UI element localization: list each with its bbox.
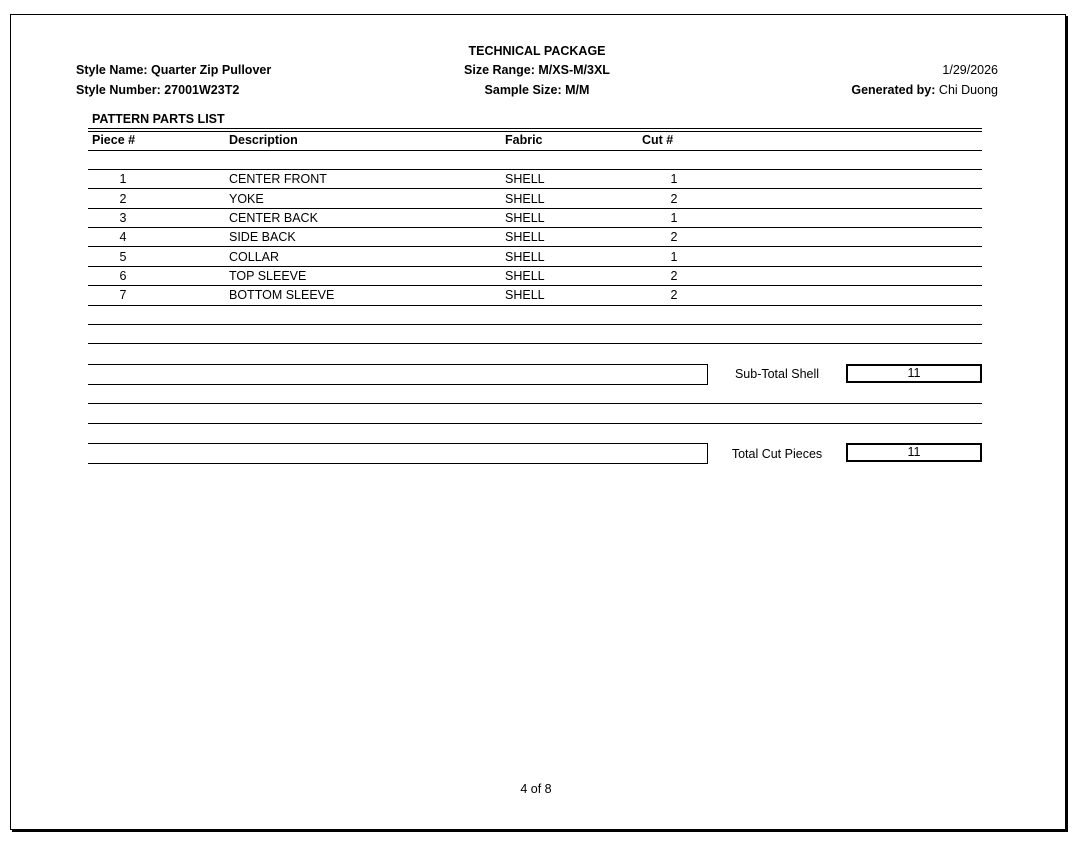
piece-cut: 2 <box>670 230 678 244</box>
column-header-piece: Piece # <box>92 133 136 147</box>
piece-fabric: SHELL <box>505 230 545 244</box>
piece-cut: 2 <box>670 288 678 302</box>
divider <box>88 169 982 170</box>
column-header-cut: Cut # <box>642 133 674 147</box>
generated-by-value: Chi Duong <box>938 83 998 97</box>
size-range-label: Size Range: <box>464 63 535 77</box>
piece-cut: 2 <box>670 269 678 283</box>
piece-number: 2 <box>119 192 127 206</box>
divider <box>88 150 982 151</box>
style-number <box>76 82 239 98</box>
style-number-value: 27001W23T2 <box>164 83 240 97</box>
piece-number: 6 <box>119 269 127 283</box>
piece-fabric: SHELL <box>505 288 545 302</box>
piece-number: 7 <box>119 288 127 302</box>
divider <box>88 364 707 365</box>
column-header-description: Description <box>229 133 298 147</box>
divider <box>88 384 707 385</box>
piece-number: 3 <box>119 211 127 225</box>
divider <box>88 423 982 424</box>
divider <box>88 324 982 325</box>
piece-cut: 1 <box>670 172 678 186</box>
style-number-label: Style Number: <box>76 83 161 97</box>
piece-cut: 1 <box>670 250 678 264</box>
divider <box>88 188 982 189</box>
style-name-value: Quarter Zip Pullover <box>151 63 272 77</box>
piece-number: 4 <box>119 230 127 244</box>
total-label: Total Cut Pieces <box>731 447 823 461</box>
size-range <box>437 62 637 78</box>
piece-description: SIDE BACK <box>229 230 296 244</box>
sample-size-value: M/M <box>565 83 590 97</box>
piece-description: CENTER FRONT <box>229 172 327 186</box>
subtotal-label: Sub-Total Shell <box>734 367 820 381</box>
subtotal-value: 11 <box>846 364 982 383</box>
document-title: TECHNICAL PACKAGE <box>468 44 606 58</box>
divider <box>88 443 707 444</box>
style-name <box>76 62 271 78</box>
piece-number: 5 <box>119 250 127 264</box>
piece-fabric: SHELL <box>505 211 545 225</box>
piece-cut: 2 <box>670 192 678 206</box>
page-number: 4 of 8 <box>520 782 552 796</box>
piece-description: CENTER BACK <box>229 211 318 225</box>
divider <box>88 208 982 209</box>
piece-fabric: SHELL <box>505 269 545 283</box>
piece-fabric: SHELL <box>505 250 545 264</box>
size-range-value: M/XS-M/3XL <box>538 63 610 77</box>
generated-by <box>851 82 998 98</box>
piece-description: COLLAR <box>229 250 280 264</box>
divider <box>88 343 982 344</box>
divider <box>88 305 982 306</box>
divider <box>88 227 982 228</box>
divider <box>88 403 982 404</box>
style-name-label: Style Name: <box>76 63 148 77</box>
sample-size-label: Sample Size: <box>484 83 562 97</box>
date: 1/29/2026 <box>942 63 998 77</box>
divider <box>88 246 982 247</box>
divider <box>88 463 707 464</box>
piece-description: BOTTOM SLEEVE <box>229 288 335 302</box>
generated-by-label: Generated by: <box>851 83 936 97</box>
divider <box>88 285 982 286</box>
total-value: 11 <box>846 443 982 462</box>
piece-description: TOP SLEEVE <box>229 269 307 283</box>
piece-fabric: SHELL <box>505 172 545 186</box>
section-title: PATTERN PARTS LIST <box>92 112 225 126</box>
column-header-fabric: Fabric <box>505 133 543 147</box>
piece-number: 1 <box>119 172 127 186</box>
divider <box>88 128 982 129</box>
piece-description: YOKE <box>229 192 264 206</box>
piece-fabric: SHELL <box>505 192 545 206</box>
piece-cut: 1 <box>670 211 678 225</box>
sample-size <box>437 82 637 98</box>
divider <box>88 266 982 267</box>
